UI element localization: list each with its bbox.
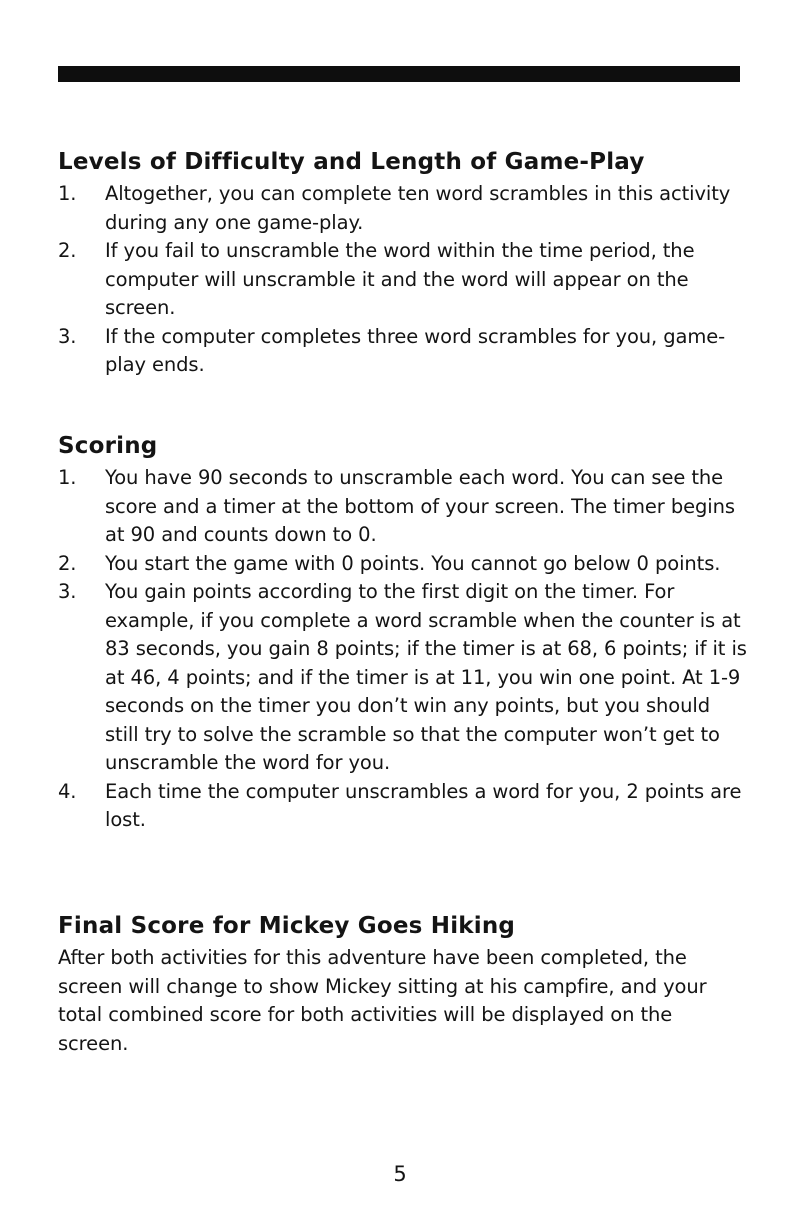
item-text: Altogether, you can complete ten word scrambles in this activity during any one game-play. bbox=[105, 182, 731, 234]
list-item bbox=[58, 237, 748, 323]
section-difficulty bbox=[58, 148, 748, 380]
item-number: 2. bbox=[58, 239, 77, 262]
section-scoring bbox=[58, 432, 748, 835]
item-number: 1. bbox=[58, 466, 77, 489]
item-text: You gain points according to the first digit on the timer. For example, if you complete a word scramble when the counter is at 83 seconds, you gain 8 points; if the timer is at 68, 6 points; if it is at 46, 4 points; and if the timer is at 11, you win one point. At 1-9 seconds on the timer you don’t win any points, but you should still try to solve the scramble so that the computer won’t get to unscramble the word for you. bbox=[105, 580, 747, 774]
list-item bbox=[58, 578, 748, 778]
top-rule bbox=[58, 66, 740, 82]
heading-scoring: Scoring bbox=[58, 433, 158, 459]
item-text: You have 90 seconds to unscramble each word. You can see the score and a timer at the bottom of your screen. The timer begins at 90 and counts down to 0. bbox=[105, 466, 735, 546]
list-item bbox=[58, 778, 748, 835]
list-item bbox=[58, 180, 748, 237]
item-text: If the computer completes three word scrambles for you, game-play ends. bbox=[105, 324, 726, 376]
final-score-paragraph: After both activities for this adventure have been completed, the screen will change to show Mickey sitting at his campfire, and your total combined score for both activities will be displayed on the screen. bbox=[58, 946, 707, 1055]
item-number: 3. bbox=[58, 580, 77, 603]
item-number: 3. bbox=[58, 324, 77, 348]
item-text: If you fail to unscramble the word within the time period, the computer will unscramble it and the word will appear on the screen. bbox=[105, 239, 695, 319]
list-item bbox=[58, 323, 748, 380]
list-item bbox=[58, 550, 748, 579]
item-number: 4. bbox=[58, 779, 77, 803]
item-number: 2. bbox=[58, 551, 77, 575]
section-final-score bbox=[58, 912, 748, 1058]
item-text: You start the game with 0 points. You cannot go below 0 points. bbox=[105, 551, 721, 575]
scoring-list bbox=[58, 464, 748, 835]
heading-difficulty: Levels of Difficulty and Length of Game-Play bbox=[58, 149, 645, 175]
list-item bbox=[58, 464, 748, 550]
item-number: 1. bbox=[58, 182, 77, 205]
heading-final-score: Final Score for Mickey Goes Hiking bbox=[58, 913, 516, 939]
item-text: Each time the computer unscrambles a word for you, 2 points are lost. bbox=[105, 779, 742, 831]
difficulty-list bbox=[58, 180, 748, 380]
page-number: 5 bbox=[393, 1162, 407, 1186]
